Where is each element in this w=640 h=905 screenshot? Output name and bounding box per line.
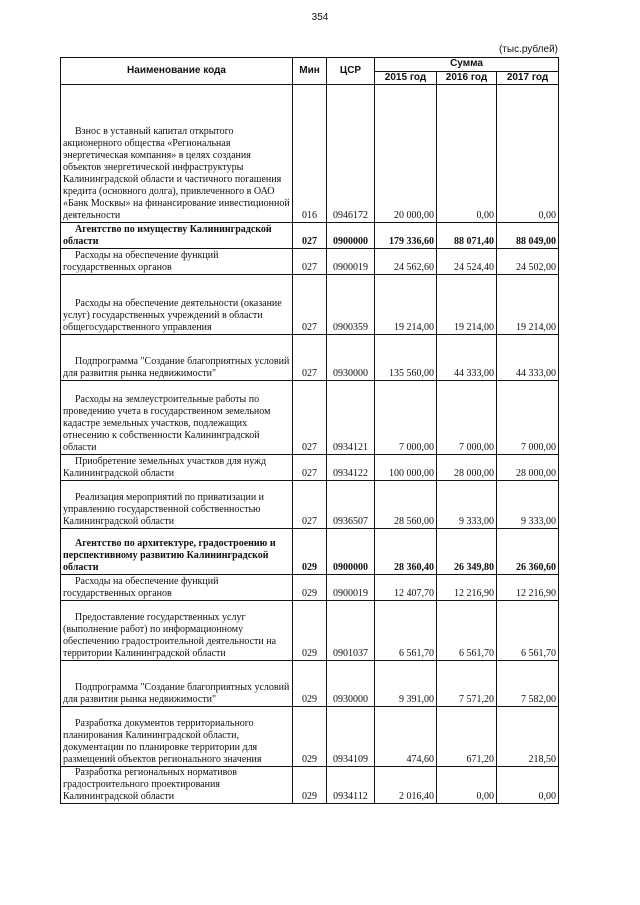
row-2016: 19 214,00 [437, 275, 497, 335]
row-2016: 26 349,80 [437, 529, 497, 575]
table-row [61, 335, 559, 381]
row-2017: 7 000,00 [497, 381, 559, 455]
row-2015: 100 000,00 [375, 455, 437, 481]
table-row [61, 455, 559, 481]
row-name: Реализация мероприятий по приватизации и управлению государственной собственностью Калининградской области [61, 481, 293, 529]
table-row [61, 707, 559, 767]
row-2015: 9 391,00 [375, 661, 437, 707]
row-name: Разработка документов территориального планирования Калининградской области, документации по планировке территории для размещений объектов регионального значения [61, 707, 293, 767]
row-2017: 218,50 [497, 707, 559, 767]
row-name: Подпрограмма "Создание благоприятных условий для развития рынка недвижимости" [61, 335, 293, 381]
row-2016: 671,20 [437, 707, 497, 767]
row-2016: 9 333,00 [437, 481, 497, 529]
row-2016: 44 333,00 [437, 335, 497, 381]
row-csr: 0946172 [327, 85, 375, 223]
table-row [61, 767, 559, 804]
row-2016: 6 561,70 [437, 601, 497, 661]
row-min: 029 [293, 767, 327, 804]
row-name: Агентство по имуществу Калининградской области [61, 223, 293, 249]
row-csr: 0936507 [327, 481, 375, 529]
row-name: Предоставление государственных услуг (выполнение работ) по информационному обеспечению градостроительной деятельности на территории Калининградской области [61, 601, 293, 661]
table-row [61, 575, 559, 601]
row-name: Приобретение земельных участков для нужд Калининградской области [61, 455, 293, 481]
row-csr: 0900019 [327, 249, 375, 275]
row-2016: 0,00 [437, 767, 497, 804]
header-2016: 2016 год [437, 71, 497, 85]
row-min: 027 [293, 223, 327, 249]
table-row [61, 85, 559, 223]
header-sum: Сумма [375, 58, 559, 72]
row-2017: 7 582,00 [497, 661, 559, 707]
header-csr: ЦСР [327, 58, 375, 85]
row-2015: 474,60 [375, 707, 437, 767]
row-2017: 6 561,70 [497, 601, 559, 661]
row-2015: 24 562,60 [375, 249, 437, 275]
row-2015: 179 336,60 [375, 223, 437, 249]
row-name: Расходы на обеспечение функций государственных органов [61, 575, 293, 601]
table-row [61, 529, 559, 575]
row-2016: 28 000,00 [437, 455, 497, 481]
row-2015: 12 407,70 [375, 575, 437, 601]
row-csr: 0900019 [327, 575, 375, 601]
table-row [61, 481, 559, 529]
row-2016: 0,00 [437, 85, 497, 223]
row-2016: 7 571,20 [437, 661, 497, 707]
row-min: 027 [293, 481, 327, 529]
row-name: Расходы на обеспечение функций государственных органов [61, 249, 293, 275]
row-2015: 6 561,70 [375, 601, 437, 661]
row-min: 029 [293, 575, 327, 601]
row-csr: 0900359 [327, 275, 375, 335]
row-2015: 28 360,40 [375, 529, 437, 575]
row-csr: 0930000 [327, 335, 375, 381]
row-2016: 88 071,40 [437, 223, 497, 249]
row-2017: 0,00 [497, 767, 559, 804]
units-label: (тыс.рублей) [498, 44, 558, 55]
row-min: 027 [293, 275, 327, 335]
row-2015: 20 000,00 [375, 85, 437, 223]
row-min: 027 [293, 381, 327, 455]
row-2015: 28 560,00 [375, 481, 437, 529]
row-name: Расходы на обеспечение деятельности (оказание услуг) государственных учреждений в области общегосударственного управления [61, 275, 293, 335]
header-min: Мин [293, 58, 327, 85]
row-2016: 12 216,90 [437, 575, 497, 601]
budget-table [60, 57, 559, 804]
table-row [61, 661, 559, 707]
row-name: Подпрограмма "Создание благоприятных условий для развития рынка недвижимости" [61, 661, 293, 707]
row-2017: 28 000,00 [497, 455, 559, 481]
row-csr: 0934121 [327, 381, 375, 455]
row-csr: 0930000 [327, 661, 375, 707]
row-2015: 7 000,00 [375, 381, 437, 455]
row-2015: 2 016,40 [375, 767, 437, 804]
row-min: 027 [293, 335, 327, 381]
table-row [61, 275, 559, 335]
row-2017: 88 049,00 [497, 223, 559, 249]
row-2016: 24 524,40 [437, 249, 497, 275]
row-min: 016 [293, 85, 327, 223]
row-csr: 0900000 [327, 529, 375, 575]
row-min: 029 [293, 661, 327, 707]
row-name: Агентство по архитектуре, градостроению и перспективному развитию Калининградской области [61, 529, 293, 575]
table-row [61, 223, 559, 249]
row-name: Разработка региональных нормативов градостроительного проектирования Калининградской области [61, 767, 293, 804]
table-row [61, 601, 559, 661]
row-2017: 24 502,00 [497, 249, 559, 275]
row-2017: 26 360,60 [497, 529, 559, 575]
row-name: Расходы на землеустроительные работы по проведению учета в государственном земельном кадастре земельных участков, подлежащих отнесению к собственности Калининградской области [61, 381, 293, 455]
row-2016: 7 000,00 [437, 381, 497, 455]
row-csr: 0934112 [327, 767, 375, 804]
page-number: 354 [311, 12, 329, 23]
row-2017: 0,00 [497, 85, 559, 223]
table-row [61, 249, 559, 275]
row-min: 029 [293, 707, 327, 767]
row-min: 029 [293, 529, 327, 575]
row-csr: 0934109 [327, 707, 375, 767]
row-2015: 19 214,00 [375, 275, 437, 335]
table-body [61, 85, 559, 804]
header-2015: 2015 год [375, 71, 437, 85]
header-2017: 2017 год [497, 71, 559, 85]
row-2017: 19 214,00 [497, 275, 559, 335]
row-min: 027 [293, 455, 327, 481]
row-2017: 12 216,90 [497, 575, 559, 601]
row-csr: 0934122 [327, 455, 375, 481]
row-csr: 0901037 [327, 601, 375, 661]
header-name: Наименование кода [61, 58, 293, 85]
row-csr: 0900000 [327, 223, 375, 249]
row-name: Взнос в уставный капитал открытого акционерного общества «Региональная энергетическая компания» в целях создания объектов энергетической инфраструктуры Калининградской области и частичного погашения кредита (основного долга), привлеченного в ОАО «Банк Москвы» на финансирование инвестиционной деятельности [61, 85, 293, 223]
row-min: 027 [293, 249, 327, 275]
row-min: 029 [293, 601, 327, 661]
row-2017: 44 333,00 [497, 335, 559, 381]
row-2017: 9 333,00 [497, 481, 559, 529]
table-row [61, 381, 559, 455]
row-2015: 135 560,00 [375, 335, 437, 381]
